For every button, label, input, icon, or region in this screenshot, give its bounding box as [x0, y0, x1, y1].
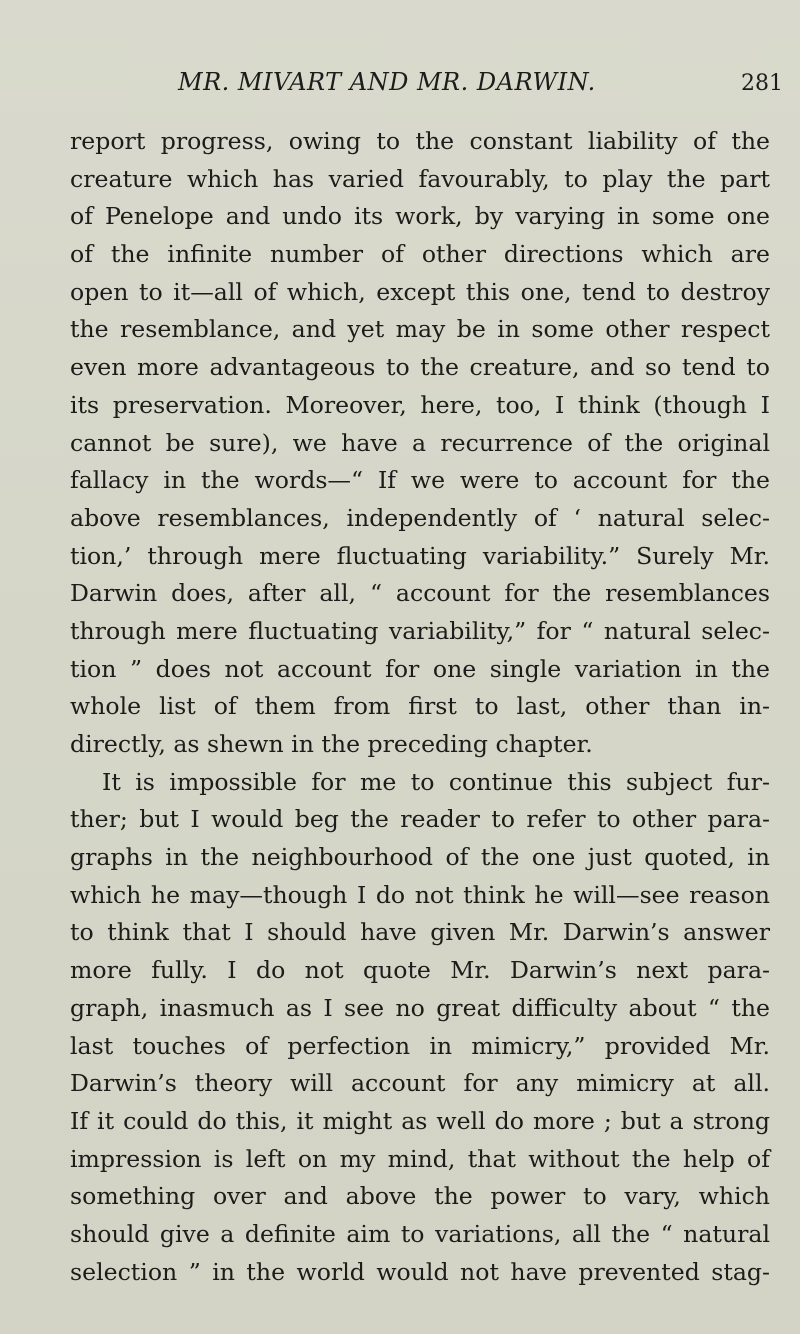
- text-line: creature which has varied favourably, to play the part: [70, 164, 770, 193]
- text-line: impression is left on my mind, that without the help of: [70, 1144, 770, 1173]
- text-line: through mere fluctuating variability,” for “ natural selec-: [70, 616, 770, 645]
- text-line: should give a definite aim to variations, all the “ natural: [70, 1219, 770, 1248]
- text-line: to think that I should have given Mr. Darwin’s answer: [70, 918, 770, 947]
- text-line: graph, inasmuch as I see no great difficulty about “ the: [70, 993, 770, 1022]
- running-head: [0, 68, 800, 108]
- text-line: something over and above the power to vary, which: [70, 1182, 770, 1211]
- running-title: MR. MIVART AND MR. DARWIN.: [178, 68, 596, 96]
- text-line: tion ” does not account for one single variation in the: [70, 654, 770, 683]
- text-line: which he may—though I do not think he will—see reason: [70, 880, 770, 909]
- text-line: last touches of perfection in mimicry,” provided Mr.: [70, 1031, 770, 1060]
- text-line: tion,’ through mere fluctuating variability.” Surely Mr.: [70, 541, 770, 570]
- text-line: its preservation. Moreover, here, too, I think (though I: [70, 390, 770, 419]
- text-line: the resemblance, and yet may be in some other respect: [70, 315, 770, 344]
- text-line: If it could do this, it might as well do more ; but a strong: [70, 1106, 770, 1135]
- text-line: whole list of them from first to last, other than in-: [70, 692, 770, 721]
- text-line: open to it—all of which, except this one, tend to destroy: [70, 277, 770, 306]
- text-line: above resemblances, independently of ‘ natural selec-: [70, 503, 770, 532]
- paragraph-start-line: It is impossible for me to continue this subject fur-: [102, 767, 770, 796]
- text-line: more fully. I do not quote Mr. Darwin’s next para-: [70, 956, 770, 985]
- text-line: of Penelope and undo its work, by varying in some one: [70, 202, 770, 231]
- text-line: fallacy in the words—“ If we were to account for the: [70, 466, 770, 495]
- text-line: selection ” in the world would not have prevented stag-: [70, 1257, 770, 1286]
- text-line: graphs in the neighbourhood of the one just quoted, in: [70, 843, 770, 872]
- text-line: of the infinite number of other directions which are: [70, 240, 770, 269]
- paragraph-end-line: directly, as shewn in the preceding chapter.: [70, 730, 593, 758]
- body-text: [70, 123, 770, 1291]
- text-line: even more advantageous to the creature, and so tend to: [70, 353, 770, 382]
- text-line: Darwin’s theory will account for any mimicry at all.: [70, 1069, 770, 1098]
- text-line: report progress, owing to the constant liability of the: [70, 127, 770, 155]
- page-number: 281: [741, 71, 783, 96]
- text-line: ther; but I would beg the reader to refer to other para-: [70, 805, 770, 834]
- text-line: Darwin does, after all, “ account for the resemblances: [70, 579, 770, 608]
- text-line: cannot be sure), we have a recurrence of the original: [70, 428, 770, 457]
